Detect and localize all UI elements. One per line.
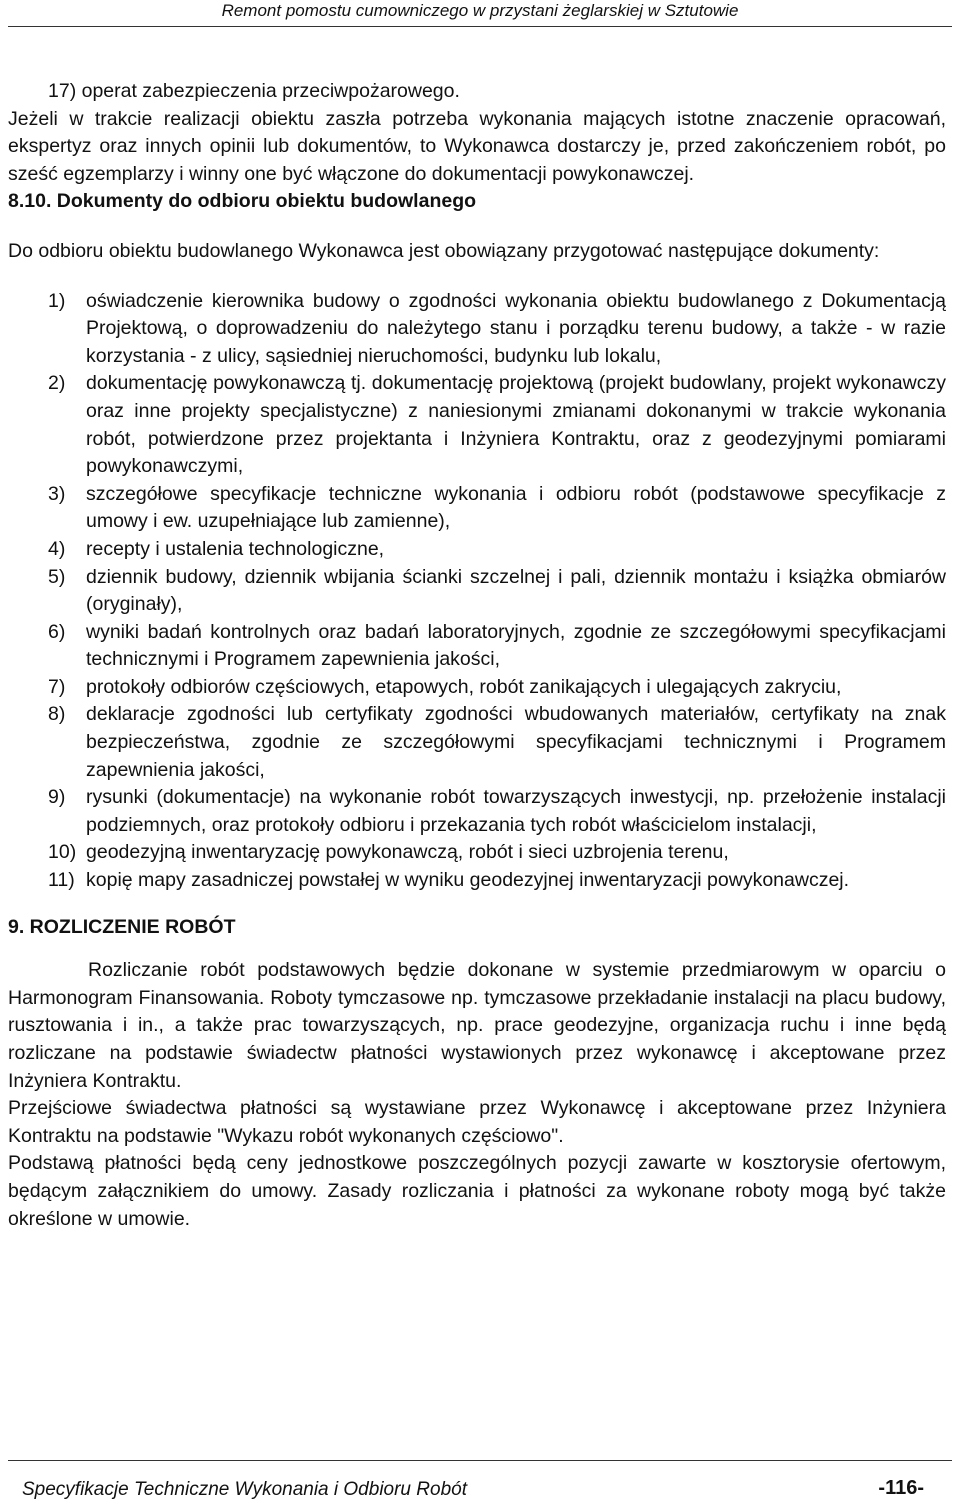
list-item	[8, 867, 946, 895]
list-item	[8, 701, 946, 784]
list-text: geodezyjną inwentaryzację powykonawczą, robót i sieci uzbrojenia terenu,	[86, 841, 729, 864]
list-number: 9)	[48, 786, 66, 809]
page-header: Remont pomostu cumowniczego w przystani żeglarskiej w Sztutowie	[221, 1, 739, 20]
list-item	[8, 564, 946, 619]
list-item	[8, 674, 946, 702]
paragraph-additional-documents: Jeżeli w trakcie realizacji obiektu zaszła potrzeba wykonania mających istotne znaczenie opracowań, ekspertyz oraz innych opinii lub dokumentów, to Wykonawca dostarczy je, przed zakończeniem robót, po sześć egzemplarzy i winny one być włączone do dokumentacji powykonawczej.	[8, 107, 946, 185]
document-body	[8, 78, 946, 1233]
list-number: 4)	[48, 537, 66, 560]
section-heading-8-10: 8.10. Dokumenty do odbioru obiektu budowlanego	[8, 190, 477, 213]
section-intro: Do odbioru obiektu budowlanego Wykonawca jest obowiązany przygotować następujące dokumenty:	[8, 239, 880, 262]
list-text: oświadczenie kierownika budowy o zgodności wykonania obiektu budowlanego z Dokumentacją Projektową, o doprowadzeniu do należytego stanu i porządku terenu budowy, a także - w razie korzystania - z ulicy, sąsiedniej nieruchomości, budynku lub lokalu,	[86, 289, 946, 367]
list-number: 7)	[48, 675, 66, 698]
paragraph-settlement: Rozliczanie robót podstawowych będzie dokonane w systemie przedmiarowym w oparciu o Harmonogram Finansowania. Roboty tymczasowe np. tymczasowe przekładanie instalacji na placu budowy, rusztowania i in., a także prac towarzyszących, np. prace geodezyjne, organizacja ruchu i inne będą rozliczane na podstawie świadectw płatności wystawionych przez wykonawcę i akceptowane przez Inżyniera Kontraktu.	[8, 959, 946, 1092]
footer-rule	[8, 1460, 952, 1461]
list-item-17: 17) operat zabezpieczenia przeciwpożarowego.	[48, 80, 460, 102]
list-number: 11)	[48, 869, 75, 892]
list-item	[8, 370, 946, 480]
list-number: 5)	[48, 565, 66, 588]
list-number: 8)	[48, 703, 66, 726]
section-heading-9: 9. ROZLICZENIE ROBÓT	[8, 915, 236, 938]
list-text: dziennik budowy, dziennik wbijania ścianki szczelnej i pali, dziennik montażu i książka obmiarów (oryginały),	[86, 565, 946, 616]
list-item	[8, 784, 946, 839]
list-number: 3)	[48, 482, 66, 505]
list-text: protokoły odbiorów częściowych, etapowych, robót zanikających i ulegających zakryciu,	[86, 675, 842, 698]
paragraph-payment-basis: Podstawą płatności będą ceny jednostkowe poszczególnych pozycji zawarte w kosztorysie ofertowym, będącym załącznikiem do umowy. Zasady rozliczania i płatności za wykonane roboty mogą być także określone w umowie.	[8, 1152, 946, 1230]
list-number: 2)	[48, 372, 66, 395]
header-rule	[8, 26, 952, 27]
list-text: wyniki badań kontrolnych oraz badań laboratoryjnych, zgodnie ze szczegółowymi specyfikacjami technicznymi i Programem zapewnienia jakości,	[86, 620, 946, 671]
list-text: deklaracje zgodności lub certyfikaty zgodności wbudowanych materiałów, certyfikaty na znak bezpieczeństwa, zgodnie ze szczegółowymi specyfikacjami technicznymi i Programem zapewnienia jakości,	[86, 703, 946, 781]
list-item	[8, 839, 946, 867]
list-item	[8, 481, 946, 536]
footer-title: Specyfikacje Techniczne Wykonania i Odbioru Robót	[22, 1479, 467, 1500]
list-number: 10)	[48, 841, 77, 864]
paragraph-interim-certificates: Przejściowe świadectwa płatności są wystawiane przez Wykonawcę i akceptowane przez Inżyniera Kontraktu na podstawie "Wykazu robót wykonanych częściowo".	[8, 1097, 946, 1147]
list-text: rysunki (dokumentacje) na wykonanie robót towarzyszących inwestycji, np. przełożenie instalacji podziemnych, oraz protokoły odbioru i przekazania tych robót właścicielom instalacji,	[86, 786, 946, 836]
list-text: recepty i ustalenia technologiczne,	[86, 537, 385, 560]
list-item	[8, 288, 946, 371]
documents-list	[8, 288, 946, 895]
list-item	[8, 619, 946, 674]
list-text: dokumentację powykonawczą tj. dokumentację projektową (projekt budowlany, projekt wykonawczy oraz inne projekty specjalistyczne) z naniesionymi zmianami dokonanymi w trakcie wykonania robót, potwierdzone przez projektanta i Inżyniera Kontraktu, oraz z geodezyjnymi pomiarami powykonawczymi,	[86, 372, 946, 478]
list-number: 1)	[48, 289, 66, 312]
list-text: kopię mapy zasadniczej powstałej w wyniku geodezyjnej inwentaryzacji powykonawczej.	[86, 869, 850, 892]
list-number: 6)	[48, 620, 66, 643]
page-number: -116-	[878, 1477, 924, 1499]
list-text: szczegółowe specyfikacje techniczne wykonania i odbioru robót (podstawowe specyfikacje z umowy i ew. uzupełniające lub zamienne),	[86, 482, 946, 533]
list-item	[8, 536, 946, 564]
